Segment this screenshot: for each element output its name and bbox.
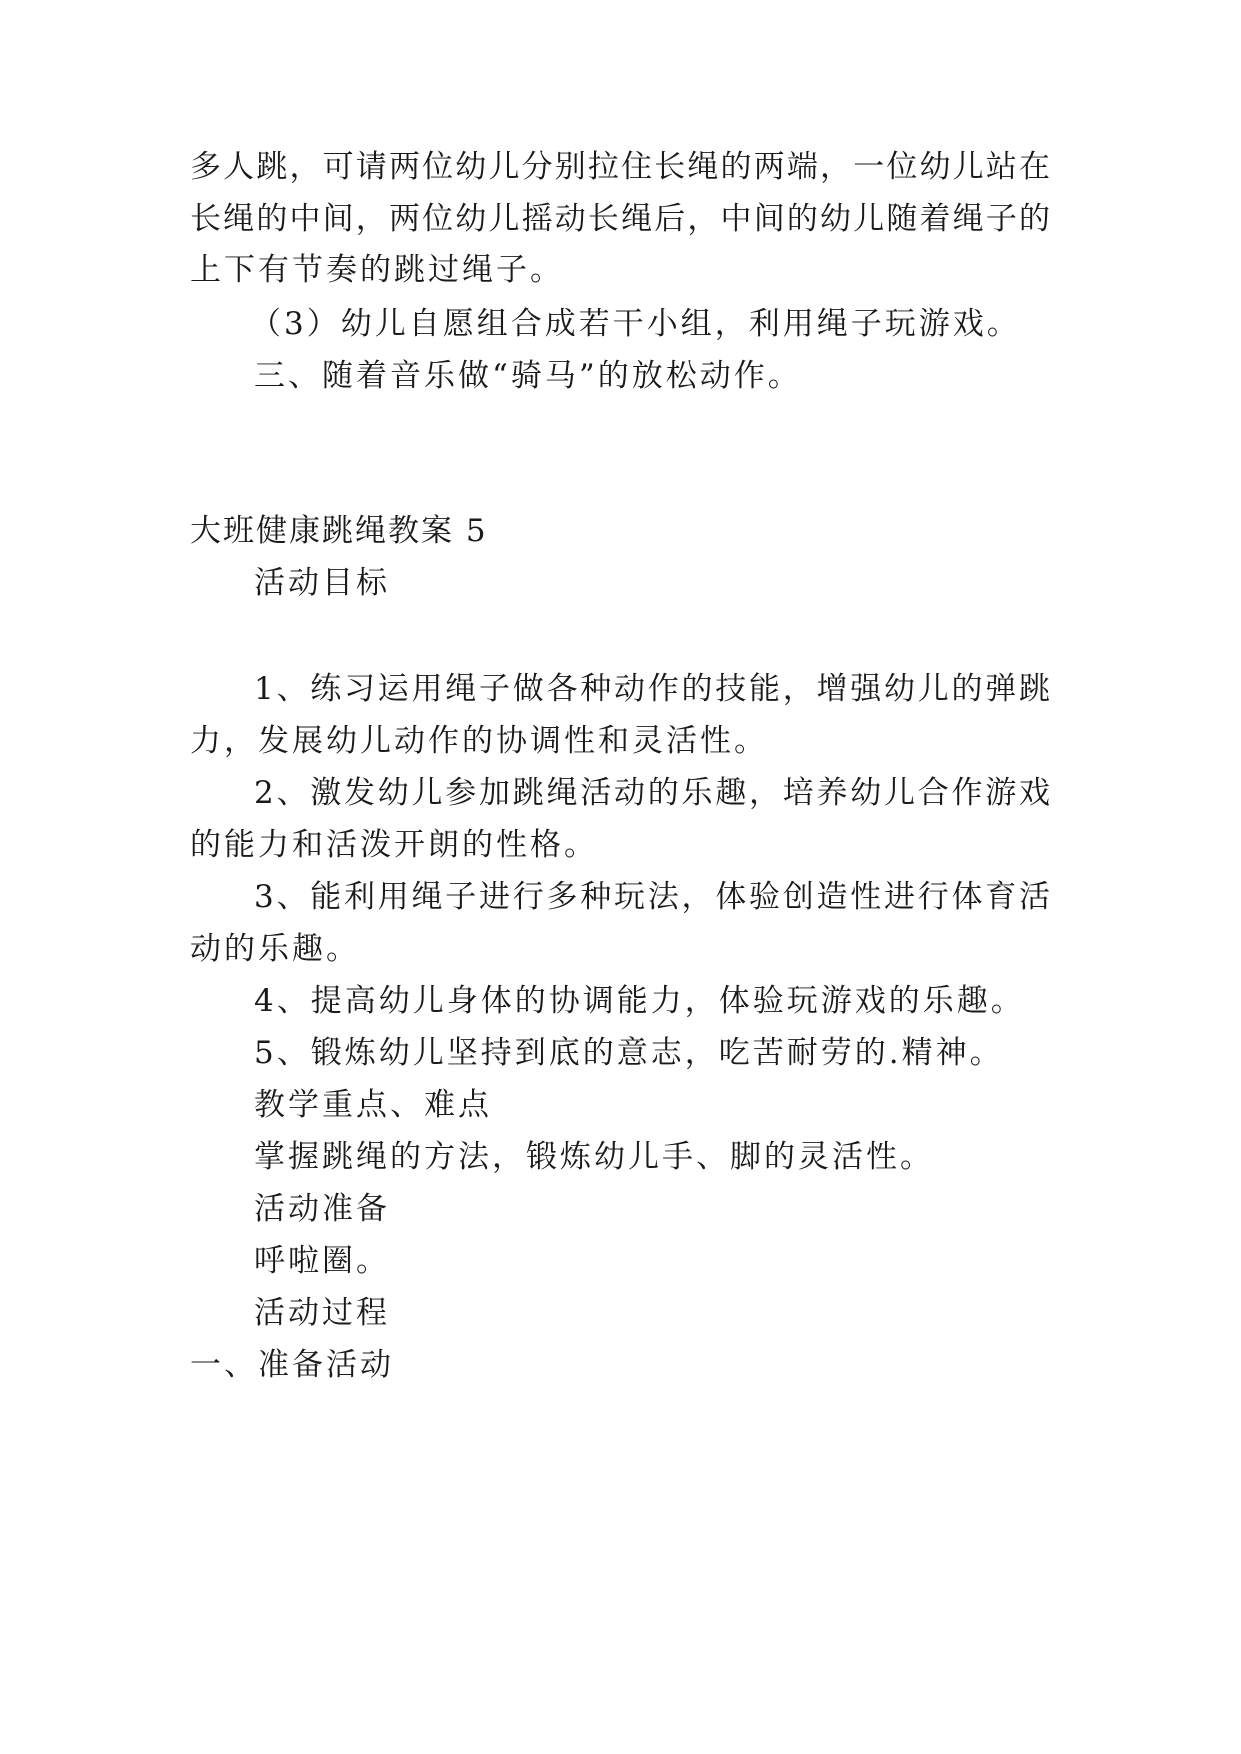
goal-3-line: 3、能利用绳子进行多种玩法，体验创造性进行体育活 bbox=[254, 879, 1050, 915]
step-3-text: （3）幼儿自愿组合成若干小组，利用绳子玩游戏。 bbox=[250, 306, 1021, 342]
key-points-text: 掌握跳绳的方法，锻炼幼儿手、脚的灵活性。 bbox=[254, 1139, 934, 1175]
key-points-heading: 教学重点、难点 bbox=[254, 1087, 492, 1123]
paragraph-line: 长绳的中间，两位幼儿摇动长绳后，中间的幼儿随着绳子的 bbox=[190, 201, 1050, 237]
goal-2-line: 2、激发幼儿参加跳绳活动的乐趣，培养幼儿合作游戏 bbox=[254, 775, 1050, 811]
goal-1-line: 1、练习运用绳子做各种动作的技能，增强幼儿的弹跳 bbox=[254, 671, 1050, 707]
preparation-text: 呼啦圈。 bbox=[254, 1243, 390, 1279]
part-3-text: 三、随着音乐做“骑马”的放松动作。 bbox=[254, 358, 802, 394]
goal-5-text: 5、锻炼幼儿坚持到底的意志，吃苦耐劳的.精神。 bbox=[254, 1035, 1004, 1071]
goals-heading: 活动目标 bbox=[254, 565, 390, 601]
goal-2-line: 的能力和活泼开朗的性格。 bbox=[190, 827, 598, 863]
part-1-heading: 一、准备活动 bbox=[190, 1347, 394, 1383]
goal-1-line: 力，发展幼儿动作的协调性和灵活性。 bbox=[190, 723, 768, 759]
preparation-heading: 活动准备 bbox=[254, 1191, 390, 1227]
paragraph-line: 上下有节奏的跳过绳子。 bbox=[190, 252, 564, 288]
lesson-title: 大班健康跳绳教案 5 bbox=[190, 513, 488, 549]
goal-3-line: 动的乐趣。 bbox=[190, 931, 360, 967]
paragraph-line: 多人跳，可请两位幼儿分别拉住长绳的两端，一位幼儿站在 bbox=[190, 149, 1050, 185]
process-heading: 活动过程 bbox=[254, 1295, 390, 1331]
goal-4-text: 4、提高幼儿身体的协调能力，体验玩游戏的乐趣。 bbox=[254, 983, 1025, 1019]
